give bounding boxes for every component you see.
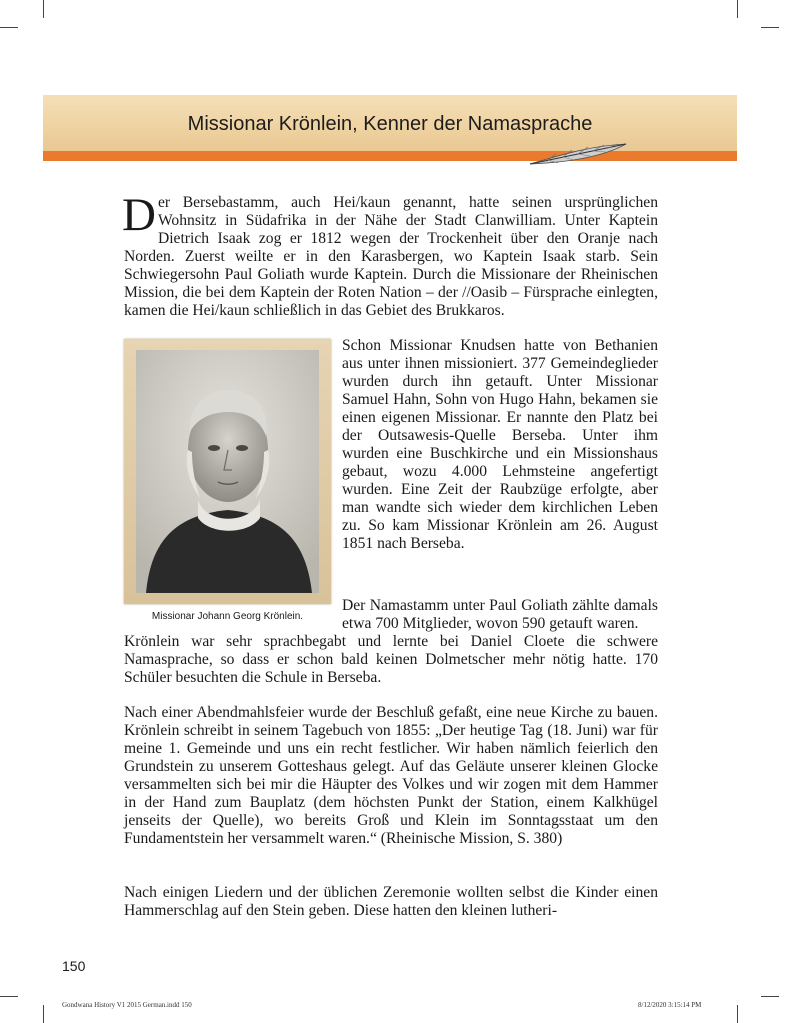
page-number: 150 — [62, 958, 86, 974]
page-title: Missionar Krönlein, Kenner der Namasprache — [187, 113, 593, 135]
paragraph-intro — [122, 189, 658, 320]
crop-mark — [0, 996, 18, 997]
photo-caption: Missionar Johann Georg Krönlein. — [151, 611, 304, 622]
footer-timestamp: 8/12/2020 3:15:14 PM — [638, 1001, 702, 1009]
crop-mark — [737, 0, 738, 18]
paragraph-abendmahl: Nach einer Abendmahlsfeier wurde der Beschluß gefaßt, eine neue Kirche zu bauen. Krönlein schreibt in seinem Tagebuch von 1855: „Der heutige Tag (18. Juni) war für meine 1. Gemeinde und uns ein recht festlicher. Wir haben nämlich feierlich den Grundstein zu unserem Gotteshaus gelegt. Auf das Geläute unserer kleinen Glocke versammelten sich bei mir die Häupter des Volkes und wir zogen mit dem Hammer in der Hand zum Bauplatz (dem höchsten Punkt der Station, einem Kalkhügel jenseits der Quelle), wo bereits Groß und Klein im Sonntagsstaat um den Fundamentstein her versammelt waren.“ (Rheinische Mission, S. 380) — [124, 704, 658, 847]
drop-cap: D — [122, 189, 156, 241]
paragraph-knudsen: Schon Missionar Knudsen hatte von Bethanien aus unter ihnen missioniert. 377 Gemeindeglieder wurden durch ihn getauft. Unter Missionar Samuel Hahn, Sohn von Hugo Hahn, bekamen sie einen eigenen Missionar. Er nannte den Platz bei der Outsawesis-Quelle Berseba. Unter ihm wurden eine Buschkirche und ein Missionshaus gebaut, wozu 4.000 Lehmsteine angefertigt wurden. Eine Zeit der Raubzüge erfolgte, aber man wandte sich wieder dem kirchlichen Leben zu. So kam Missionar Krönlein am 26. August 1851 nach Berseba. — [342, 337, 658, 552]
paragraph-lieder: Nach einigen Liedern und der üblichen Zeremonie wollten selbst die Kinder einen Hammerschlag auf den Stein geben. Diese hatten den kleinen lutheri- — [124, 884, 658, 919]
paragraph-namastamm-b: Krönlein war sehr sprachbegabt und lernte bei Daniel Cloete die schwere Namasprache, so dass er schon bald keinen Dolmetscher mehr nötig hatte. 170 Schüler besuchten die Schule in Berseba. — [124, 633, 658, 686]
feather-icon — [528, 138, 628, 168]
crop-mark — [761, 996, 779, 997]
header-stripe — [43, 151, 737, 161]
portrait-photo — [136, 350, 319, 593]
paragraph-namastamm-a: Der Namastamm unter Paul Goliath zählte damals etwa 700 Mitglieder, wovon 590 getauft waren. — [342, 597, 658, 632]
paragraph-intro-text: er Bersebastamm, auch Hei/kaun genannt, hatte seinen ursprünglichen Wohnsitz in Südafrika in der Nähe der Stadt Clanwilliam. Unter Kaptein Dietrich Isaak zog er 1812 wegen der Trockenheit über den Oranje nach Norden. Zuerst weilte er in den Karasbergen, wo Kaptein Isaak starb. Sein Schwiegersohn Paul Goliath wurde Kaptein. Durch die Missionare der Rheinischen Mission, die bei dem Kaptein der Roten Nation – der //Oasib – Fürsprache einlegten, kamen die Hei/kaun schließlich in das Gebiet des Brukkaros. — [124, 194, 658, 319]
crop-mark — [43, 1005, 44, 1023]
crop-mark — [737, 1005, 738, 1023]
crop-mark — [0, 27, 18, 28]
crop-mark — [43, 0, 44, 18]
footer-file-info: Gondwana History V1 2015 German.indd 150 — [62, 1001, 192, 1009]
crop-mark — [761, 27, 779, 28]
